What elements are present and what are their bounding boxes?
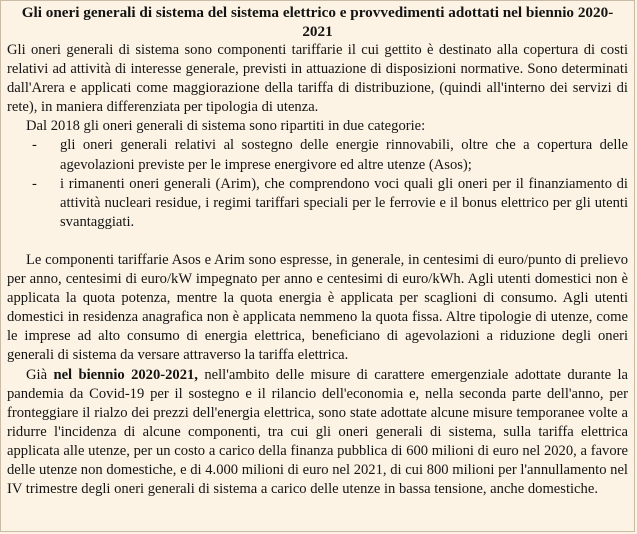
list-dash: - xyxy=(32,137,37,154)
list-dash: - xyxy=(32,175,37,192)
document-title: Gli oneri generali di sistema del sistema elettrico e provvedimenti adottati nel biennio 2020-2021 xyxy=(21,4,614,40)
paragraph-categories-intro: Dal 2018 gli oneri generali di sistema sono ripartiti in due categorie: xyxy=(26,118,426,135)
paragraph-definition: Gli oneri generali di sistema sono componenti tariffarie il cui gettito è destinato alla copertura di costi relativi ad attività di interesse generale, previsti in attuazione di disposizioni normative. Sono determinati dall'Arera e applicati come maggiorazione della tariffa di distribuzione, (quindi all'interno dei servizi di rete), in maniera differenziata per tipologia di utenza. xyxy=(7,42,628,116)
list-item xyxy=(7,136,628,174)
biennium-text: nell'ambito delle misure di carattere emergenziale adottate durante la pandemia da Covid-19 per il sostegno e il rilancio dell'economia e, nella seconda parte dell'anno, per fronteggiare il rialzo dei prezzi dell'energia elettrica, sono state adottate alcune misure temporanee volte a ridurre l'incidenza di alcune componenti, tra cui gli oneri generali di sistema, sulla tariffa elettrica applicata alle utenze, per un costo a carico della finanza pubblica di 600 milioni di euro nel 2020, a favore delle utenze non domestiche, e di 4.000 milioni di euro nel 2021, di cui 800 milioni per l'annullamento nel IV trimestre degli oneri generali di sistema a carico delle utenze in bassa tensione, anche domestiche. xyxy=(7,366,628,498)
categories-list xyxy=(7,136,628,231)
list-item-text: i rimanenti oneri generali (Arim), che comprendono voci quali gli oneri per il finanziamento di attività nucleari residue, i regimi tariffari speciali per le ferrovie e il bonus elettrico per gli utenti svantaggiati. xyxy=(60,175,628,230)
paragraph-biennium-measures xyxy=(7,366,628,500)
biennium-bold: nel biennio 2020-2021, xyxy=(53,366,198,383)
paragraph-tariff-components: Le componenti tariffarie Asos e Arim sono espresse, in generale, in centesimi di euro/punto di prelievo per anno, centesimi di euro/kW impegnato per anno e centesimi di euro/kWh. Agli utenti domestici non è applicata la quota potenza, mentre la quota energia è applicata per scaglioni di consumo. Agli utenti domestici in residenza anagrafica non è applicata nemmeno la quota fissa. Altre tipologie di utenze, come le imprese ad alto consumo di energia elettrica, beneficiano di agevolazioni a riduzione degli oneri generali di sistema da versare attraverso la tariffa elettrica. xyxy=(7,251,628,364)
list-item-text: gli oneri generali relativi al sostegno delle energie rinnovabili, oltre che a copertura delle agevolazioni previste per le imprese energivore ed altre utenze (Asos); xyxy=(60,137,628,173)
paragraph-spacer xyxy=(7,232,628,251)
biennium-lead: Già xyxy=(26,366,54,383)
list-item xyxy=(7,175,628,232)
